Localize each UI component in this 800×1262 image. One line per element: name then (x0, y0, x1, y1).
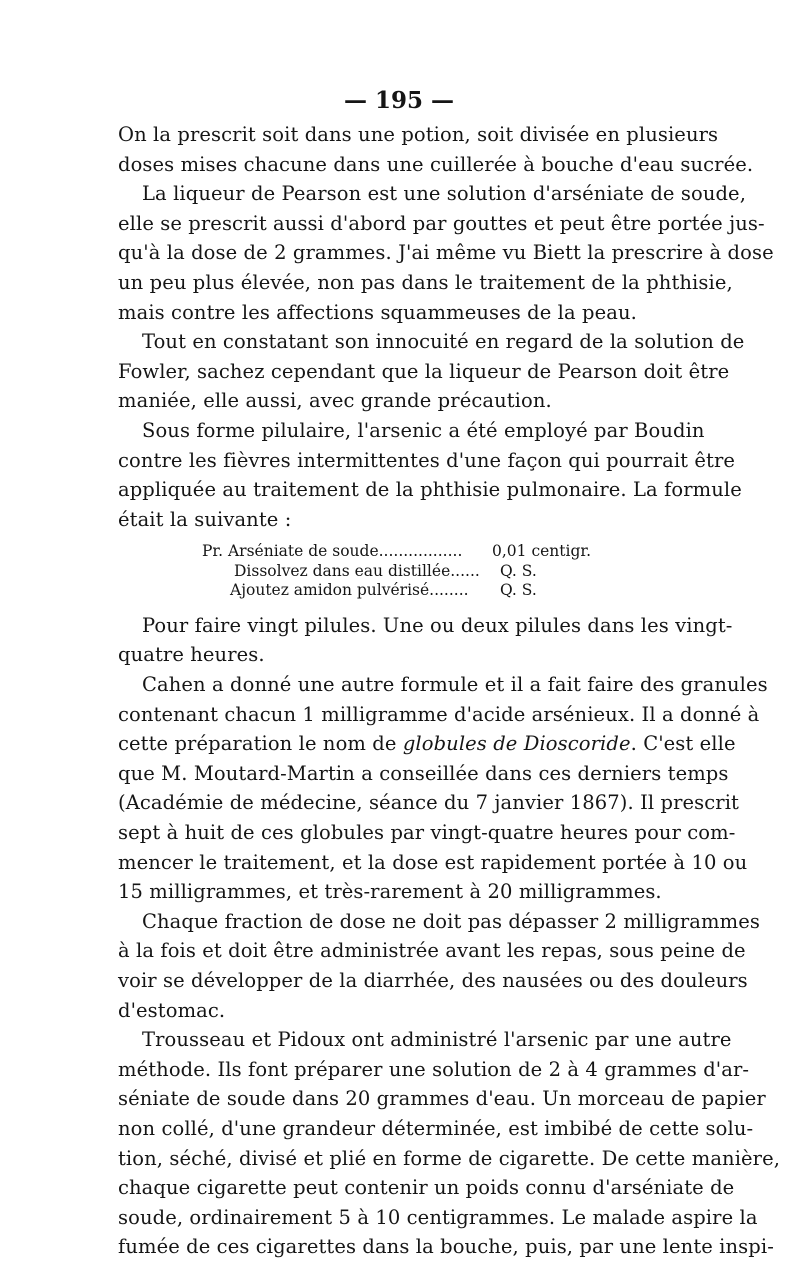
formula-row (118, 562, 680, 582)
text-segment: . C'est elle (630, 732, 736, 756)
text-line: sept à huit de ces globules par vingt-quatre heures pour com- (118, 820, 736, 844)
text-line (118, 729, 736, 759)
text-line: un peu plus élevée, non pas dans le traitement de la phthisie, (118, 270, 733, 294)
text-line: mais contre les affections squammeuses de la peau. (118, 300, 637, 324)
text-line: appliquée au traitement de la phthisie pulmonaire. La formule (118, 478, 742, 502)
text-line: Tout en constatant son innocuité en regard de la solution de (142, 330, 745, 354)
text-line: 15 milligrammes, et très-rarement à 20 milligrammes. (118, 880, 662, 904)
text-line: Trousseau et Pidoux ont administré l'arsenic par une autre (142, 1028, 732, 1052)
text-line: non collé, d'une grandeur déterminée, est imbibé de cette solu- (118, 1116, 754, 1140)
text-line: voir se développer de la diarrhée, des nausées ou des douleurs (118, 968, 748, 992)
prescription-formula (118, 542, 680, 601)
formula-quantity: Q. S. (500, 581, 537, 600)
text-line: quatre heures. (118, 643, 265, 667)
text-line: à la fois et doit être administrée avant les repas, sous peine de (118, 939, 746, 963)
text-line: mencer le traitement, et la dose est rapidement portée à 10 ou (118, 850, 748, 874)
formula-ingredient: Dissolvez dans eau distillée...... (234, 561, 480, 580)
text-line: que M. Moutard-Martin a conseillée dans ces derniers temps (118, 761, 729, 785)
text-line: Sous forme pilulaire, l'arsenic a été employé par Boudin (142, 418, 705, 442)
text-line: d'estomac. (118, 998, 226, 1022)
text-line: soude, ordinairement 5 à 10 centigrammes. Le malade aspire la (118, 1205, 758, 1229)
formula-quantity: 0,01 centigr. (492, 542, 592, 561)
text-line: Chaque fraction de dose ne doit pas dépasser 2 milligrammes (142, 909, 760, 933)
text-block-after-formula (118, 611, 781, 1262)
text-line: contenant chacun 1 milligramme d'acide arsénieux. Il a donné à (118, 702, 760, 726)
formula-ingredient: Ajoutez amidon pulvérisé........ (230, 581, 469, 600)
text-line: doses mises chacune dans une cuillerée à bouche d'eau sucrée. (118, 152, 754, 176)
text-line: elle se prescrit aussi d'abord par gouttes et peut être portée jus- (118, 211, 765, 235)
text-line: Pour faire vingt pilules. Une ou deux pilules dans les vingt- (142, 613, 733, 637)
text-line: Cahen a donné une autre formule et il a fait faire des granules (142, 673, 768, 696)
text-line: Fowler, sachez cependant que la liqueur de Pearson doit être (118, 359, 730, 383)
text-block-before-formula (118, 120, 774, 534)
text-line: La liqueur de Pearson est une solution d'arséniate de soude, (142, 182, 746, 206)
formula-ingredient: Pr. Arséniate de soude................. (202, 542, 463, 561)
text-line: (Académie de médecine, séance du 7 janvier 1867). Il prescrit (118, 791, 739, 815)
formula-row (118, 542, 680, 562)
text-line: tion, séché, divisé et plié en forme de cigarette. De cette manière, (118, 1146, 781, 1170)
text-segment: cette préparation le nom de (118, 732, 403, 756)
text-line: fumée de ces cigarettes dans la bouche, puis, par une lente inspi- (118, 1235, 774, 1259)
text-line: contre les fièvres intermittentes d'une façon qui pourrait être (118, 448, 736, 472)
formula-quantity: Q. S. (500, 561, 537, 580)
book-page (118, 86, 781, 1262)
formula-row (118, 581, 680, 601)
text-line: méthode. Ils font préparer une solution de 2 à 4 grammes d'ar- (118, 1057, 750, 1081)
text-line: séniate de soude dans 20 grammes d'eau. Un morceau de papier (118, 1087, 766, 1111)
text-line: maniée, elle aussi, avec grande précaution. (118, 389, 552, 413)
page-number: — 195 — (343, 87, 455, 114)
italic-term: globules de Dioscoride (402, 732, 631, 756)
text-line: chaque cigarette peut contenir un poids connu d'arséniate de (118, 1176, 735, 1200)
text-line: qu'à la dose de 2 grammes. J'ai même vu Biett la prescrire à dose (118, 241, 774, 265)
text-line: était la suivante : (118, 507, 292, 531)
text-line: On la prescrit soit dans une potion, soit divisée en plusieurs (118, 123, 719, 146)
